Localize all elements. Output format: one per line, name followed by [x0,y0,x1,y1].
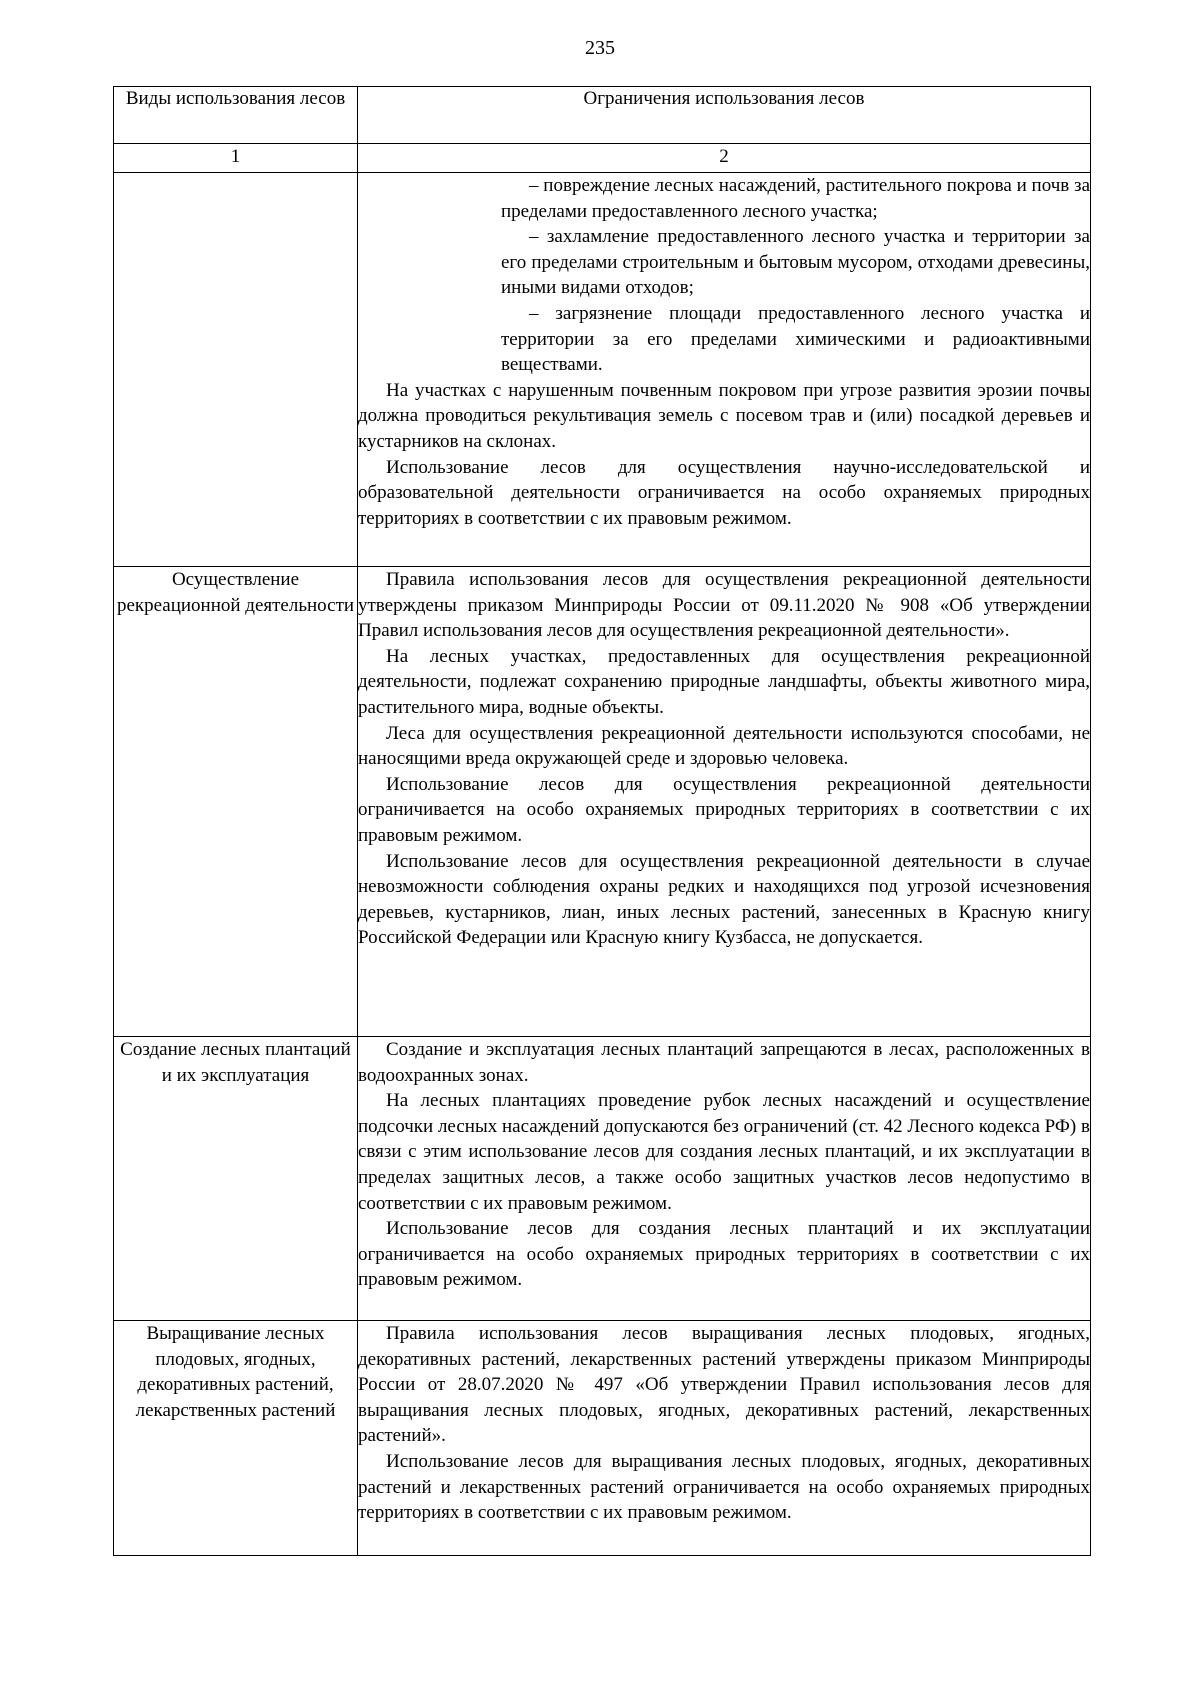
restriction-paragraph: На лесных плантациях проведение рубок лесных насаждений и осуществление подсочки лесных насаждений допускаются без ограничений (ст. 42 Лесного кодекса РФ) в связи с этим использование лесов для создания лесных плантаций, и их эксплуатации в пределах защитных лесов, а также особо защитных участков лесов недопустимо в соответствии с их правовым режимом. [358,1090,1090,1214]
bullet-item: – повреждение лесных насаждений, растительного покрова и почв за пределами предоставленного лесного участка; [501,175,1090,222]
restriction-paragraph: Правила использования лесов для осуществления рекреационной деятельности утверждены приказом Минприроды России от 09.11.2020 № 908 «Об утверждении Правил использования лесов для осуществления рекреационной деятельности». [358,569,1090,642]
restriction-paragraph: Использование лесов для осуществления рекреационной деятельности ограничивается на особо охраняемых природных территориях в соответствии с их правовым режимом. [358,773,1090,846]
use-type-cell [114,173,358,567]
column-number-2: 2 [358,144,1091,173]
restriction-paragraph: Использование лесов для выращивания лесных плодовых, ягодных, декоративных растений и лекарственных растений ограничивается на особо охраняемых природных территориях в соответствии с их правовым режимом. [358,1450,1090,1524]
restriction-paragraph: На участках с нарушенным почвенным покровом при угрозе развития эрозии почвы должна проводиться рекультивация земель с посевом трав и (или) посадкой деревьев и кустарников на склонах. [358,379,1090,452]
table-row [114,173,1091,567]
restriction-paragraph: Создание и эксплуатация лесных плантаций запрещаются в лесах, расположенных в водоохранных зонах. [358,1039,1090,1086]
restriction-paragraph: На лесных участках, предоставленных для осуществления рекреационной деятельности, подлежат сохранению природные ландшафты, объекты животного мира, растительного мира, водные объекты. [358,645,1090,718]
restriction-paragraph: Использование лесов для осуществления рекреационной деятельности в случае невозможности соблюдения охраны редких и находящихся под угрозой исчезновения деревьев, кустарников, лиан, иных лесных растений, занесенных в Красную книгу Российской Федерации или Красную книгу Кузбасса, не допускается. [358,850,1090,949]
restriction-paragraph: Использование лесов для осуществления научно-исследовательской и образовательной деятельности ограничивается на особо охраняемых природных территориях в соответствии с их правовым режимом. [358,456,1090,529]
bullet-item: – загрязнение площади предоставленного лесного участка и территории за его пределами химическими и радиоактивными веществами. [501,302,1090,376]
restrictions-cell [358,1037,1091,1321]
page-number: 235 [585,37,615,59]
use-type-cell: Выращивание лесных плодовых, ягодных, декоративных растений, лекарственных растений [114,1321,358,1556]
column-header-restrictions: Ограничения использования лесов [358,87,1091,144]
bullet-item: – захламление предоставленного лесного участка и территории за его пределами строительным и бытовым мусором, отходами древесины, иными видами отходов; [501,226,1090,299]
use-type-cell: Осуществление рекреационной деятельности [114,567,358,1037]
column-number-row [114,144,1091,173]
restrictions-cell [358,567,1091,1037]
restrictions-cell [358,173,1091,567]
forest-use-restrictions-table [113,86,1091,1556]
restriction-paragraph: Использование лесов для создания лесных плантаций и их эксплуатации ограничивается на особо охраняемых природных территориях в соответствии с их правовым режимом. [358,1218,1090,1291]
restriction-paragraph: Правила использования лесов выращивания лесных плодовых, ягодных, декоративных растений, лекарственных растений утверждены приказом Минприроды России от 28.07.2020 № 497 «Об утверждении Правил использования лесов для выращивания лесных плодовых, ягодных, декоративных растений, лекарственных растений». [358,1323,1090,1447]
table-row [114,1037,1091,1321]
table-row [114,1321,1091,1556]
restriction-paragraph: Леса для осуществления рекреационной деятельности используются способами, не наносящими вреда окружающей среде и здоровью человека. [358,722,1090,770]
column-header-use-types: Виды использования лесов [114,87,358,144]
table-row [114,567,1091,1037]
use-type-cell: Создание лесных плантаций и их эксплуатация [114,1037,358,1321]
table-header-row [114,87,1091,144]
restrictions-cell [358,1321,1091,1556]
column-number-1: 1 [114,144,358,173]
